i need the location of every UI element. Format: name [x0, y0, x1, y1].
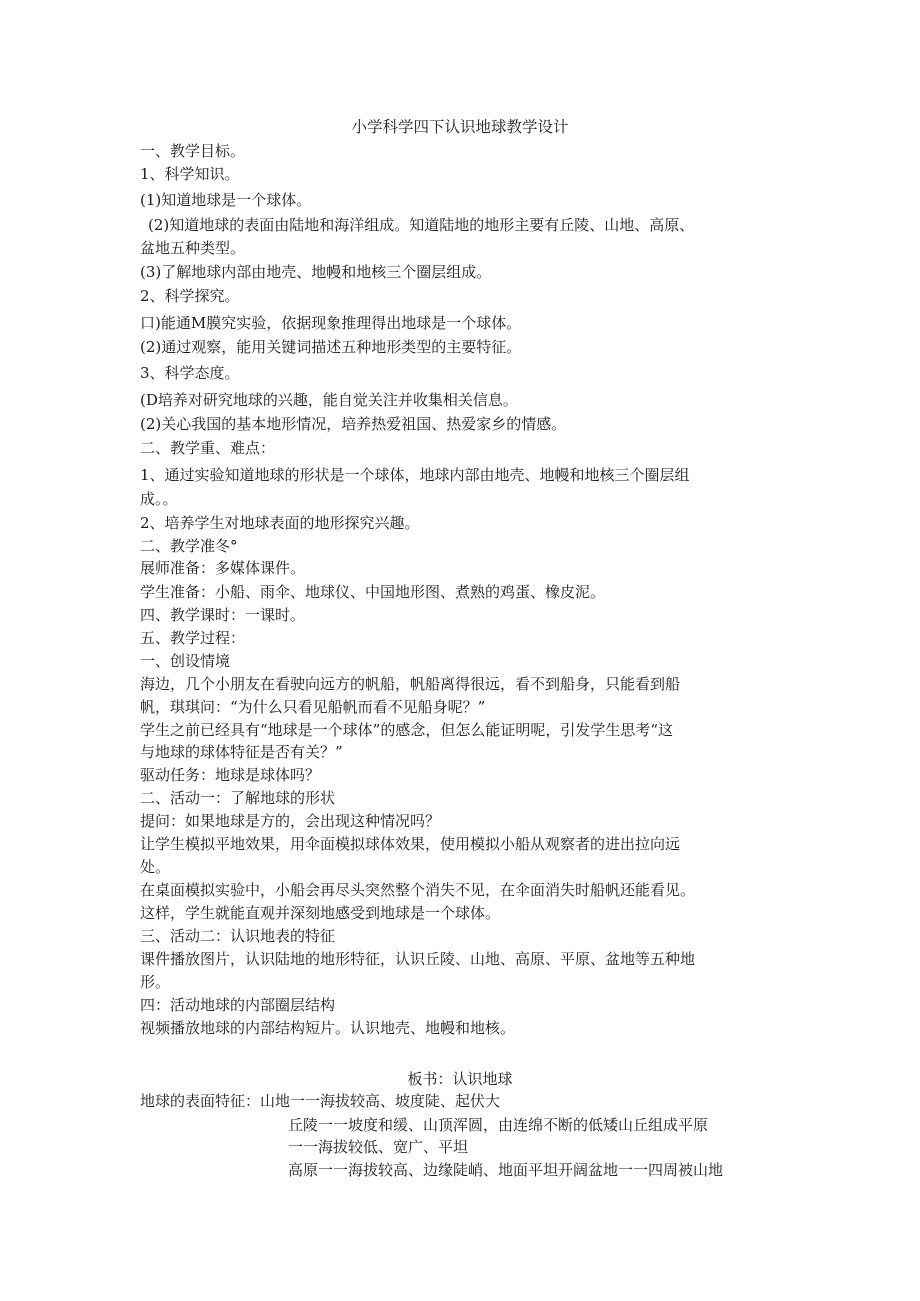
text-line: (2)知道地球的表面由陆地和海洋组成。知道陆地的地形主要有丘陵、山地、高原、 — [148, 216, 695, 234]
board-line: 高原一一海拔较高、边缘陡峭、地面平坦开阔盆地一一四周被山地 — [288, 1161, 724, 1179]
text-line: 视频播放地球的内部结构短片。认识地壳、地幔和地核。 — [140, 1019, 516, 1037]
text-line: (1)知道地球是一个球体。 — [140, 191, 312, 209]
text-line: 这样，学生就能直观并深刻地感受到地球是一个球体。 — [140, 904, 501, 922]
text-line: (3)了解地球内部由地壳、地幔和地核三个圈层组成。 — [140, 263, 492, 281]
text-line: (D培养对研究地球的兴趣，能自觉关注并收集相关信息。 — [140, 391, 518, 409]
document-title: 小学科学四下认识地球教学设计 — [351, 118, 569, 136]
text-line: 展师准备：多媒体课件。 — [140, 559, 306, 577]
text-line: 课件播放图片，认识陆地的地形特征，认识丘陵、山地、高原、平原、盆地等五种地 — [140, 950, 696, 968]
text-line: 让学生模拟平地效果，用伞面模拟球体效果，使用模拟小船从观察者的进出拉向远 — [140, 835, 681, 853]
text-line: 1、科学知识。 — [140, 165, 240, 183]
text-line: 盆地五种类型。 — [140, 239, 246, 257]
board-line: 地球的表面特征：山地一一海拔较高、坡度陡、起伏大 — [140, 1092, 501, 1110]
text-line: 提问：如果地球是方的，会出现这种情况吗？ — [140, 812, 441, 830]
text-line: 成。。 — [140, 490, 178, 508]
board-title: 板书：认识地球 — [407, 1070, 513, 1088]
text-line: 海边，几个小朋友在看驶向远方的帆船，帆船离得很远，看不到船身，只能看到船 — [140, 675, 681, 693]
text-line: (2)通过观察，能用关键词描述五种地形类型的主要特征。 — [140, 338, 522, 356]
text-line: 四：活动地球的内部圈层结构 — [140, 996, 336, 1014]
text-line: 与地球的球体特征是否有关？” — [140, 743, 343, 761]
text-line: 口)能通M膜究实验，依据现象推理得出地球是一个球体。 — [140, 314, 522, 332]
text-line: 3、科学态度。 — [140, 364, 240, 382]
text-line: 二、教学准冬° — [140, 537, 238, 555]
text-line: 2、培养学生对地球表面的地形探究兴趣。 — [140, 514, 420, 532]
board-line: 丘陵一一坡度和缓、山顶浑圆，由连绵不断的低矮山丘组成平原 — [288, 1116, 709, 1134]
board-line: 一一海拔较低、宽广、平坦 — [288, 1138, 469, 1156]
text-line: 一、教学目标。 — [140, 142, 246, 160]
text-line: 五、教学过程： — [140, 629, 246, 647]
text-line: (2)关心我国的基本地形情况，培养热爱祖国、热爱家乡的情感。 — [140, 415, 567, 433]
text-line: 四、教学课时：一课时。 — [140, 606, 306, 624]
text-line: 在桌面模拟实验中，小船会再尽头突然整个消失不见，在伞面消失时船帆还能看见。 — [140, 881, 696, 899]
text-line: 处。 — [140, 858, 171, 876]
text-line: 驱动任务：地球是球体吗？ — [140, 766, 321, 784]
text-line: 2、科学探究。 — [140, 287, 240, 305]
text-line: 二、活动一：了解地球的形状 — [140, 789, 336, 807]
text-line: 学生之前已经具有“地球是一个球体”的感念，但怎么能证明呢，引发学生思考“这 — [140, 721, 674, 739]
text-line: 三、活动二：认识地表的特征 — [140, 927, 336, 945]
text-line: 1、通过实验知道地球的形状是一个球体，地球内部由地壳、地幔和地核三个圈层组 — [140, 466, 690, 484]
text-line: 一、创设情境 — [140, 652, 231, 670]
text-line: 帆，琪琪问：“为什么只看见船帆而看不见船身呢？” — [140, 698, 486, 716]
text-line: 二、教学重、难点： — [140, 439, 276, 457]
text-line: 形。 — [140, 973, 171, 991]
text-line: 学生准备：小船、雨伞、地球仪、中国地形图、煮熟的鸡蛋、橡皮泥。 — [140, 583, 606, 601]
